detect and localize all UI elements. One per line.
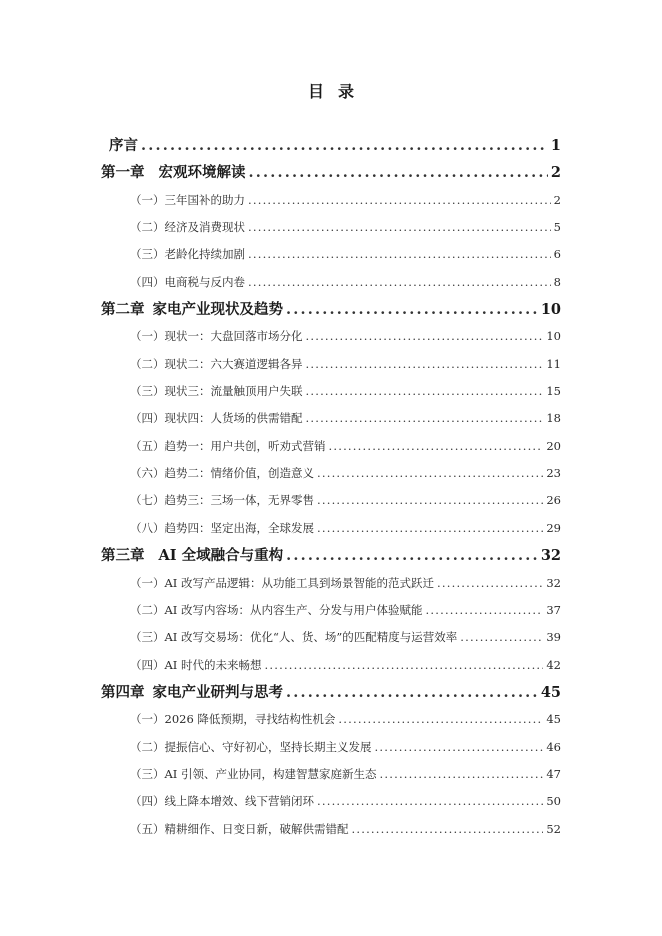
entry-number: （八） (130, 520, 165, 535)
dot-leader (317, 487, 543, 514)
dot-leader (317, 460, 543, 487)
toc-list (101, 132, 561, 843)
page-number: 11 (546, 356, 561, 371)
entry-title: 序言 (109, 137, 138, 154)
page-number: 2 (553, 192, 561, 207)
toc-entry-label (130, 761, 377, 788)
dot-leader (306, 405, 544, 432)
dot-leader (306, 351, 544, 378)
dot-leader (338, 706, 543, 733)
toc-entry-chapter-2[interactable] (101, 296, 561, 323)
toc-entry-section[interactable] (101, 460, 561, 487)
entry-title: 趋势三：三场一体，无界零售 (164, 493, 314, 508)
toc-entry-label (101, 679, 283, 706)
toc-entry-section[interactable] (101, 624, 561, 651)
toc-entry-label (130, 788, 314, 815)
entry-title: 电商税与反内卷 (164, 274, 245, 289)
dot-leader (329, 433, 544, 460)
entry-title: AI 引领、产业协同，构建智慧家庭新生态 (164, 766, 377, 781)
toc-entry-section[interactable] (101, 214, 561, 241)
entry-title: 精耕细作、日变日新，破解供需错配 (164, 821, 349, 836)
entry-number: 第三章 (101, 547, 145, 565)
dot-leader (317, 515, 543, 542)
toc-entry-chapter-1[interactable] (101, 159, 561, 186)
dot-leader (141, 132, 548, 159)
entry-number: （二） (130, 356, 165, 371)
toc-entry-section[interactable] (101, 351, 561, 378)
page-number: 23 (546, 466, 561, 481)
dot-leader (306, 323, 544, 350)
page-number: 2 (550, 164, 561, 182)
toc-entry-section[interactable] (101, 570, 561, 597)
page-number: 1 (550, 137, 561, 154)
toc-entry-section[interactable] (101, 597, 561, 624)
toc-title-char-1: 目 (307, 82, 324, 101)
toc-entry-label (130, 597, 423, 624)
page-number: 20 (546, 438, 561, 453)
page-number: 32 (540, 547, 561, 565)
toc-entry-label (130, 706, 335, 733)
entry-number: （一） (130, 192, 165, 207)
toc-entry-label (130, 351, 303, 378)
entry-title: AI 改写交易场：优化“人、货、场”的匹配精度与运营效率 (164, 630, 458, 645)
toc-entry-label (130, 652, 262, 679)
entry-number: （二） (130, 602, 165, 617)
entry-title: 三年国补的助力 (164, 192, 245, 207)
toc-entry-label (130, 405, 303, 432)
page-number: 50 (546, 794, 561, 809)
toc-entry-label (130, 269, 245, 296)
toc-entry-label (130, 214, 245, 241)
toc-entry-label (130, 323, 303, 350)
toc-entry-label (130, 570, 434, 597)
toc-title (0, 79, 662, 102)
toc-entry-label (130, 241, 245, 268)
entry-number: （五） (130, 438, 165, 453)
entry-title: 现状二：六大赛道逻辑各异 (164, 356, 303, 371)
toc-entry-label (130, 433, 326, 460)
dot-leader (380, 761, 544, 788)
page-number: 42 (546, 657, 561, 672)
toc-entry-label (130, 816, 349, 843)
toc-entry-label (130, 515, 314, 542)
page-number: 45 (540, 683, 561, 701)
entry-number: （六） (130, 466, 165, 481)
page-number: 15 (546, 384, 561, 399)
entry-number: （四） (130, 411, 165, 426)
entry-number: （四） (130, 657, 165, 672)
page-number: 8 (553, 274, 561, 289)
page-number: 5 (553, 220, 561, 235)
entry-title: AI 改写内容场：从内容生产、分发与用户体验赋能 (164, 602, 423, 617)
page-number: 18 (546, 411, 561, 426)
toc-entry-label (101, 296, 283, 323)
entry-title: 现状三：流量触顶用户失联 (164, 384, 303, 399)
dot-leader (248, 187, 551, 214)
entry-number: （七） (130, 493, 165, 508)
page-number: 29 (546, 520, 561, 535)
page-number: 45 (546, 712, 561, 727)
entry-title: 趋势一：用户共创，听劝式营销 (164, 438, 326, 453)
dot-leader (375, 734, 544, 761)
dot-leader (317, 788, 543, 815)
toc-entry-section[interactable] (101, 241, 561, 268)
page-number: 26 (546, 493, 561, 508)
entry-title: 现状四：人货场的供需错配 (164, 411, 303, 426)
toc-entry-section[interactable] (101, 487, 561, 514)
entry-number: （一） (130, 575, 165, 590)
entry-number: 第二章 (101, 301, 145, 319)
entry-title: 老龄化持续加剧 (164, 247, 245, 262)
dot-leader (352, 816, 544, 843)
toc-entry-section[interactable] (101, 378, 561, 405)
entry-number: （一） (130, 712, 165, 727)
toc-entry-label (130, 187, 245, 214)
toc-entry-label (130, 624, 457, 651)
entry-title: 趋势四：坚定出海，全球发展 (164, 520, 314, 535)
entry-title: AI 改写产品逻辑：从功能工具到场景智能的范式跃迁 (164, 575, 435, 590)
toc-entry-section[interactable] (101, 515, 561, 542)
entry-number: （四） (130, 794, 165, 809)
toc-entry-label (101, 132, 138, 159)
entry-number: （三） (130, 630, 165, 645)
entry-number: （三） (130, 766, 165, 781)
entry-title: 提振信心、守好初心，坚持长期主义发展 (164, 739, 372, 754)
entry-number: （三） (130, 384, 165, 399)
page-number: 47 (546, 766, 561, 781)
toc-entry-section[interactable] (101, 433, 561, 460)
page-number: 6 (553, 247, 561, 262)
toc-entry-label (101, 159, 246, 186)
toc-entry-section[interactable] (101, 323, 561, 350)
toc-entry-section[interactable] (101, 405, 561, 432)
toc-title-char-2: 录 (338, 82, 355, 101)
dot-leader (248, 241, 551, 268)
dot-leader (265, 652, 544, 679)
dot-leader (286, 296, 538, 323)
entry-number: （二） (130, 739, 165, 754)
entry-number: （一） (130, 329, 165, 344)
dot-leader (426, 597, 544, 624)
entry-number: （五） (130, 821, 165, 836)
page-number: 10 (546, 329, 561, 344)
dot-leader (248, 269, 551, 296)
dot-leader (460, 624, 543, 651)
toc-entry-label (130, 487, 314, 514)
toc-entry-label (101, 542, 283, 569)
entry-title: AI 时代的未来畅想 (164, 657, 262, 672)
toc-entry-chapter-4[interactable] (101, 679, 561, 706)
entry-title: 家电产业研判与思考 (152, 683, 283, 701)
toc-entry-chapter-3[interactable] (101, 542, 561, 569)
page-number: 10 (540, 301, 561, 319)
entry-title: 宏观环境解读 (158, 164, 246, 182)
entry-number: （二） (130, 220, 165, 235)
entry-number: （四） (130, 274, 165, 289)
dot-leader (248, 214, 551, 241)
dot-leader (286, 679, 538, 706)
entry-title: 2026 降低预期，寻找结构性机会 (164, 712, 336, 727)
toc-entry-section[interactable] (101, 187, 561, 214)
dot-leader (306, 378, 544, 405)
entry-title: AI 全域融合与重构 (158, 547, 284, 565)
entry-title: 趋势二：情绪价值，创造意义 (164, 466, 314, 481)
page-number: 32 (546, 575, 561, 590)
toc-entry-section[interactable] (101, 734, 561, 761)
toc-entry-section[interactable] (101, 761, 561, 788)
entry-title: 线上降本增效、线下营销闭环 (164, 794, 314, 809)
toc-entry-section[interactable] (101, 788, 561, 815)
page-number: 39 (546, 630, 561, 645)
entry-title: 现状一：大盘回落市场分化 (164, 329, 303, 344)
toc-entry-section[interactable] (101, 652, 561, 679)
dot-leader (437, 570, 543, 597)
toc-entry-label (130, 378, 303, 405)
toc-entry-preface[interactable] (101, 132, 561, 159)
toc-entry-label (130, 734, 372, 761)
dot-leader (249, 159, 548, 186)
page-number: 37 (546, 602, 561, 617)
toc-entry-section[interactable] (101, 706, 561, 733)
dot-leader (286, 542, 538, 569)
page-number: 52 (546, 821, 561, 836)
entry-title: 家电产业现状及趋势 (152, 301, 283, 319)
toc-entry-section[interactable] (101, 816, 561, 843)
entry-number: 第一章 (101, 164, 145, 182)
entry-number: 第四章 (101, 683, 145, 701)
page-number: 46 (546, 739, 561, 754)
entry-title: 经济及消费现状 (164, 220, 245, 235)
toc-entry-label (130, 460, 314, 487)
entry-number: （三） (130, 247, 165, 262)
toc-entry-section[interactable] (101, 269, 561, 296)
